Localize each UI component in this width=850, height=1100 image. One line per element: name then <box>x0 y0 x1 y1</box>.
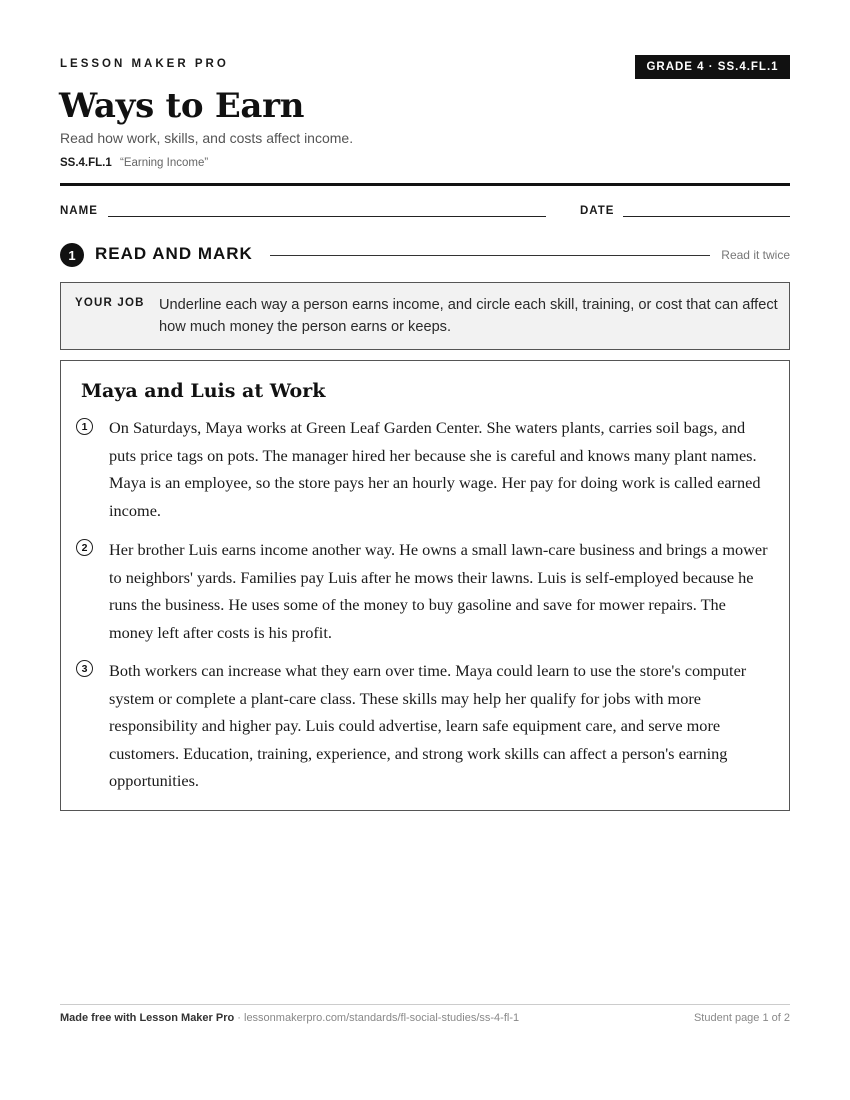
reading-passage <box>60 360 790 811</box>
instructions-box <box>60 282 790 350</box>
date-label: DATE <box>580 205 615 217</box>
footer-credit <box>60 1012 519 1024</box>
standard-name: “Earning Income” <box>119 157 209 169</box>
paragraph-number-1: 1 <box>76 418 93 435</box>
passage-title: Maya and Luis at Work <box>81 380 326 402</box>
paragraph-1: On Saturdays, Maya works at Green Leaf Garden Center. She waters plants, carries soil bags, and puts price tags on pots. The manager hired her because she is careful and knows many plant names. Maya is an employee, so the store pays her an hourly wage. Her pay for doing work is called earned income. <box>109 418 761 520</box>
section-title: READ AND MARK <box>95 244 253 263</box>
paragraph-number-2: 2 <box>76 539 93 556</box>
footer-divider <box>60 1004 790 1005</box>
footer-url[interactable]: · lessonmakerpro.com/standards/fl-social-studies/ss-4-fl-1 <box>237 1012 520 1024</box>
standard-reference <box>60 157 208 169</box>
header-divider <box>60 183 790 186</box>
instructions-label: YOUR JOB <box>75 297 145 309</box>
section-hint: Read it twice <box>721 248 790 262</box>
paragraph-number-3: 3 <box>76 660 93 677</box>
name-label: NAME <box>60 205 98 217</box>
paragraph-3: Both workers can increase what they earn over time. Maya could learn to use the store's computer system or complete a plant-care class. These skills may help her qualify for jobs with more responsibility and higher pay. Luis could advertise, learn safe equipment care, and serve more customers. Education, training, experience, and strong work skills can affect a person's earning opportunities. <box>109 661 747 790</box>
standard-code: SS.4.FL.1 <box>60 157 112 169</box>
date-write-line[interactable] <box>623 216 790 217</box>
paragraph-2: Her brother Luis earns income another way. He owns a small lawn-care business and brings a mower to neighbors' yards. Families pay Luis after he mows their lawns. Luis is self-employed because he runs the business. He uses some of the money to buy gasoline and save for mower repairs. The money left after costs is his profit. <box>109 540 768 642</box>
page-subtitle: Read how work, skills, and costs affect income. <box>60 130 354 146</box>
section-divider <box>270 255 710 256</box>
section-number-badge: 1 <box>60 243 84 267</box>
footer-page-number: Student page 1 of 2 <box>693 1012 790 1024</box>
page-title: Ways to Earn <box>59 86 305 126</box>
brand-name: LESSON MAKER PRO <box>60 58 229 70</box>
name-write-line[interactable] <box>108 216 546 217</box>
grade-badge: GRADE 4 · SS.4.FL.1 <box>635 55 790 79</box>
instructions-text: Underline each way a person earns income, and circle each skill, training, or cost that can affect how much money the person earns or keeps. <box>159 297 778 335</box>
footer-made-with: Made free with Lesson Maker Pro <box>60 1012 235 1024</box>
